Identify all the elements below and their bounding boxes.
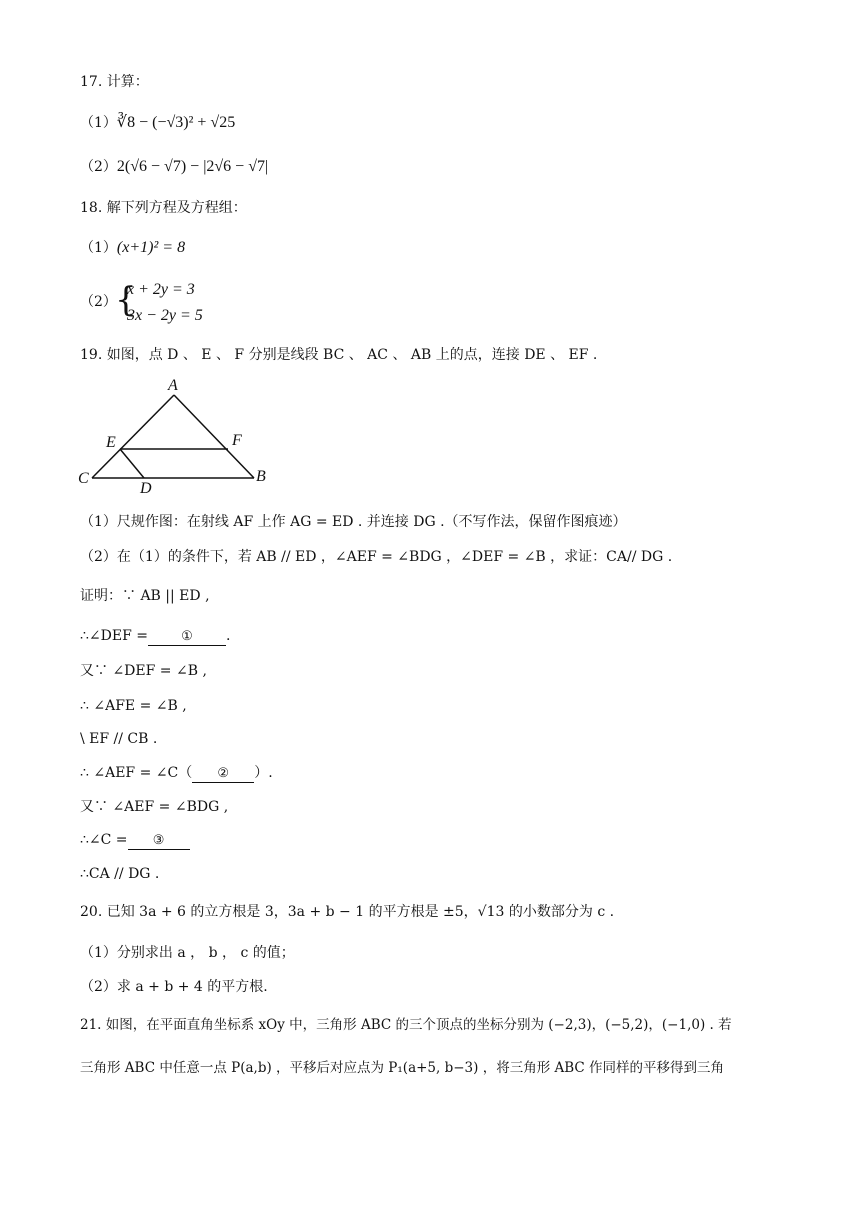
proof-line-6-end: ）. xyxy=(254,765,273,781)
triangle-figure xyxy=(70,375,280,495)
label-A: A xyxy=(168,377,178,394)
q18-part1 xyxy=(80,238,185,258)
q20-part2: （2）求 a + b + 4 的平方根. xyxy=(80,979,268,995)
blank-2[interactable]: ② xyxy=(192,766,254,783)
label-C: C xyxy=(78,470,89,487)
proof-line-6-text: ∴ ∠AEF = ∠C（ xyxy=(80,765,193,781)
q18-part2-number: （2） xyxy=(80,294,117,310)
proof-line-3: 又∵ ∠DEF = ∠B , xyxy=(80,663,207,679)
q20-title: 20. 已知 3a + 6 的立方根是 3，3a + b − 1 的平方根是 ±5，√13 的小数部分为 c . xyxy=(80,904,615,920)
proof-line-6 xyxy=(80,763,273,783)
q18-title: 18. 解下列方程及方程组： xyxy=(80,200,247,216)
proof-line-9: ∴CA // DG . xyxy=(80,866,160,882)
proof-line-2-end: . xyxy=(225,628,231,644)
q17-part2 xyxy=(80,157,268,177)
label-E: E xyxy=(106,434,116,451)
q17-part2-number: （2） xyxy=(80,159,117,175)
q18-equation-1: x + 2y = 3 xyxy=(127,281,195,298)
label-B: B xyxy=(256,468,266,485)
blank-3[interactable]: ③ xyxy=(128,833,190,850)
proof-line-2 xyxy=(80,626,230,646)
proof-line-8-text: ∴∠C = xyxy=(80,832,128,848)
q17-part2-expression: 2(√6 − √7) − |2√6 − √7| xyxy=(116,158,269,175)
segment-AB xyxy=(174,395,254,478)
q17-part1 xyxy=(80,113,235,133)
proof-line-1: 证明：∵ AB || ED , xyxy=(80,588,210,604)
proof-line-4: ∴ ∠AFE = ∠B , xyxy=(80,698,187,714)
proof-line-2-text: ∴∠DEF = xyxy=(80,628,148,644)
q21-line-2: 三角形 ABC 中任意一点 P(a,b) ，平移后对应点为 P₁(a+5, b−3) ，将三角形 ABC 作同样的平移得到三角 xyxy=(80,1060,725,1076)
q17-title: 17. 计算： xyxy=(80,74,149,90)
proof-line-7: 又∵ ∠AEF = ∠BDG , xyxy=(80,799,229,815)
q21-line-1: 21. 如图，在平面直角坐标系 xOy 中，三角形 ABC 的三个顶点的坐标分别为 (−2,3)，(−5,2)，(−1,0) . 若 xyxy=(80,1017,732,1033)
q18-equation-2: 3x − 2y = 5 xyxy=(127,307,203,324)
system-brace: { xyxy=(115,280,137,320)
label-F: F xyxy=(232,432,242,449)
segment-DE xyxy=(120,449,144,478)
q17-part1-expression: ∛8 − (−√3)² + √25 xyxy=(116,114,236,131)
proof-line-8 xyxy=(80,830,190,850)
q18-part1-number: （1） xyxy=(80,240,117,256)
label-D: D xyxy=(140,480,152,495)
q19-title: 19. 如图，点 D 、 E 、 F 分别是线段 BC 、 AC 、 AB 上的点，连接 DE 、 EF . xyxy=(80,347,598,363)
q19-part2: （2）在（1）的条件下，若 AB // ED ，∠AEF = ∠BDG ，∠DEF = ∠B ，求证：CA// DG . xyxy=(80,549,673,565)
proof-line-5: \ EF // CB . xyxy=(80,731,158,747)
q17-part1-number: （1） xyxy=(80,115,117,131)
blank-1[interactable]: ① xyxy=(148,629,226,646)
q19-part1: （1）尺规作图：在射线 AF 上作 AG = ED . 并连接 DG .（不写作法，保留作图痕迹） xyxy=(80,514,627,530)
q20-part1: （1）分别求出 a ， b ， c 的值； xyxy=(80,945,295,961)
q18-part1-expression: (x+1)² = 8 xyxy=(116,239,186,256)
